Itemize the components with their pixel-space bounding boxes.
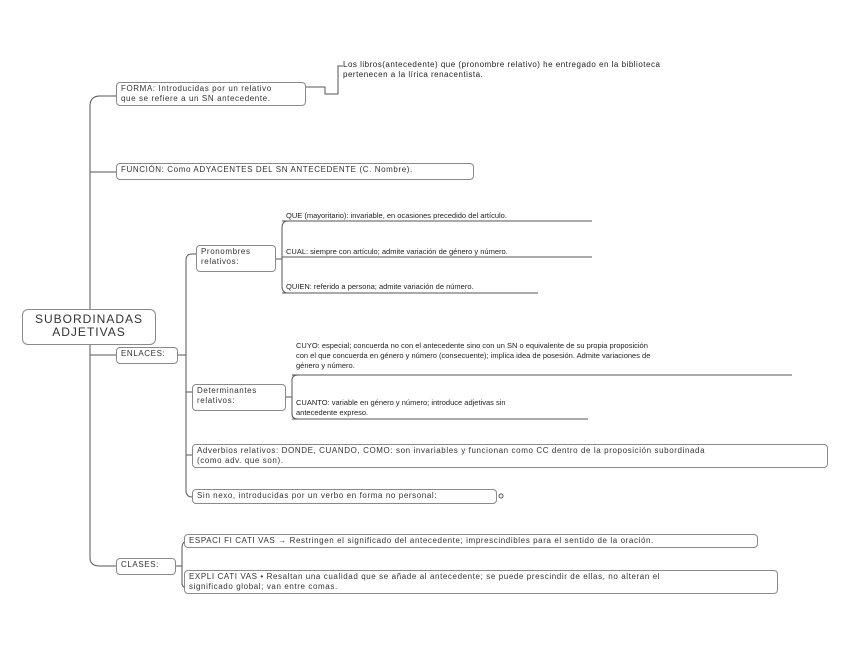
pronombre-cual-text: CUAL: siempre con artículo; admite variación de género y número. [286, 247, 508, 256]
determinante-cuanto-text: CUANTO: variable en género y número; introduce adjetivas sin antecedente expreso. [296, 398, 506, 417]
connector-forma-example [305, 66, 343, 94]
enlaces-node[interactable]: ENLACES: [116, 347, 178, 364]
sin-nexo-end-marker [499, 494, 503, 498]
root-node[interactable]: SUBORDINADAS ADJETIVAS [22, 309, 156, 345]
adverbios-relativos-node[interactable]: Adverbios relativos: DONDE, CUANDO, COMO: son invariables y funcionan como CC dentro de la proposición subordinada (como adv. que son). [192, 444, 828, 468]
forma-example-text: Los libros(antecedente) que (pronombre relativo) he entregado en la biblioteca pertenecen a la lírica renacentista. [343, 60, 661, 79]
pronombre-que-text: QUE (mayoritario): invariable, en ocasiones precedido del artículo. [286, 211, 507, 220]
clases-node[interactable]: CLASES: [116, 558, 176, 575]
determinantes-relativos-node[interactable]: Determinantes relativos: [192, 384, 286, 411]
forma-node[interactable]: FORMA: Introducidas por un relativo que se refiere a un SN antecedente. [116, 82, 306, 106]
especificativas-node[interactable]: ESPACI FI CATI VAS → Restringen el significado del antecedente; imprescindibles para el sentido de la oración. [184, 534, 758, 548]
sin-nexo-node[interactable]: Sin nexo, introducidas por un verbo en forma no personal: [192, 489, 497, 504]
pronombres-relativos-node[interactable]: Pronombres relativos: [196, 245, 276, 272]
explicativas-node[interactable]: EXPLI CATI VAS • Resaltan una cualidad que se añade al antecedente; se puede prescindir de ellas, no alteran el significado global; van entre comas. [184, 570, 778, 594]
determinante-cuyo-text: CUYO: especial; concuerda no con el antecedente sino con un SN o equivalente de su propia proposición con el que concuerda en género y número (consecuente); implica idea de posesión. Admite variaciones de género y número. [296, 341, 651, 370]
pronombre-quien-text: QUIEN: referido a persona; admite variación de número. [286, 282, 474, 291]
funcion-node[interactable]: FUNCIÓN: Como ADYACENTES DEL SN ANTECEDENTE (C. Nombre). [116, 163, 474, 180]
